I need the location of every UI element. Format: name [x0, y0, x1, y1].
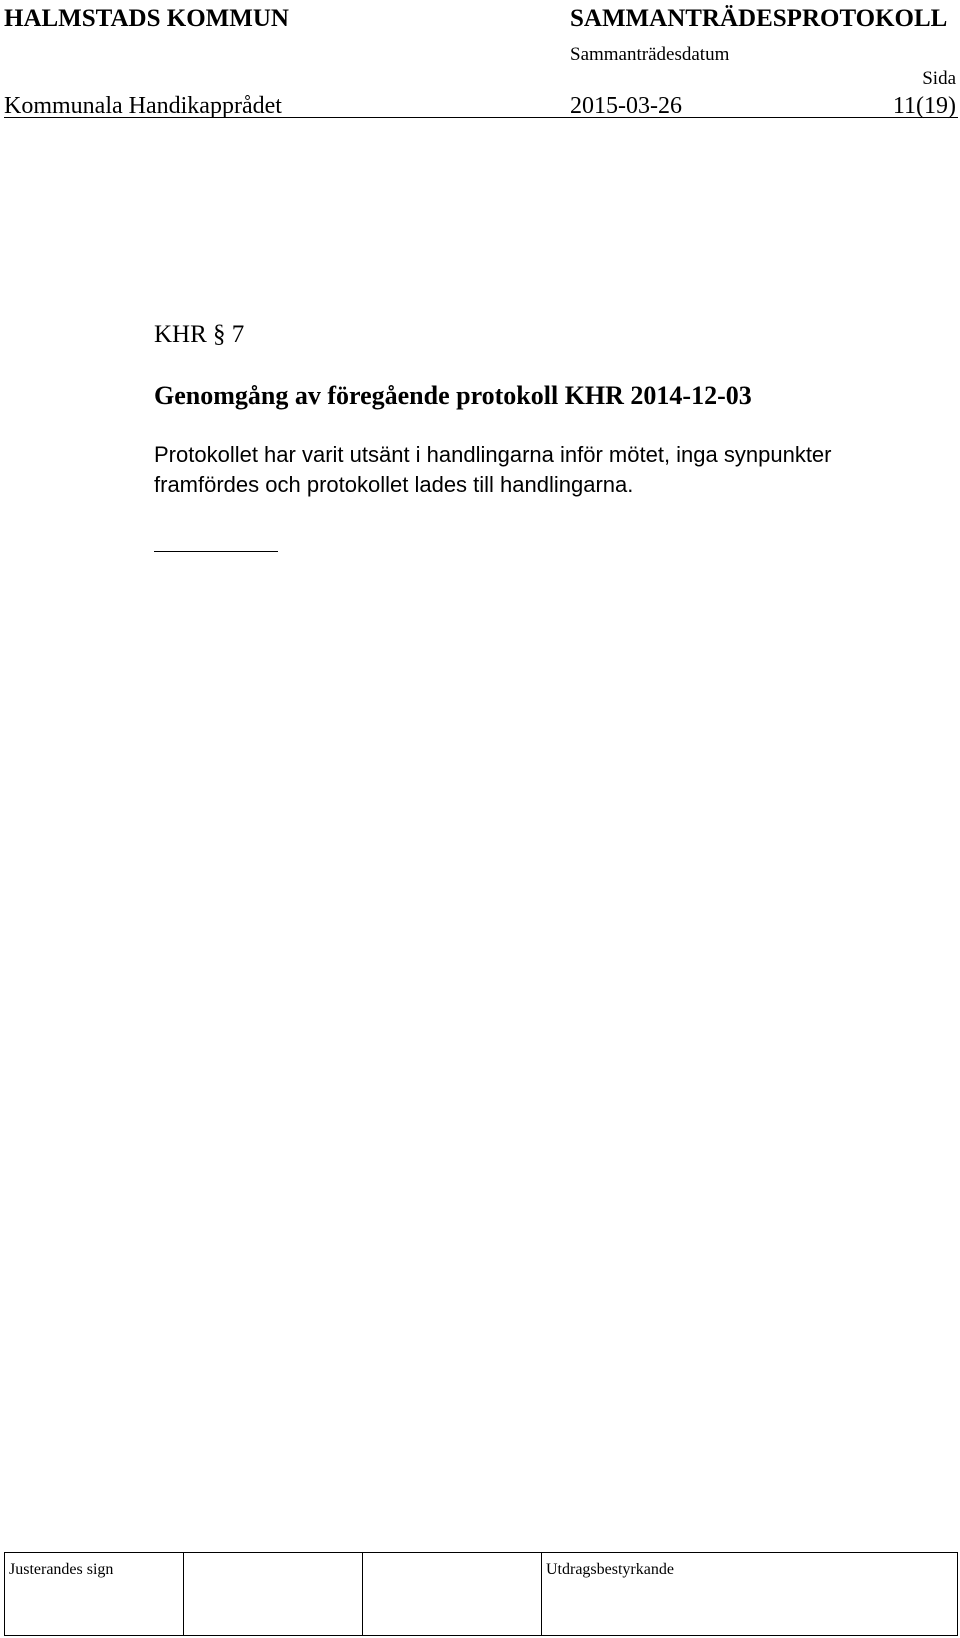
section-number: KHR § 7	[154, 321, 245, 348]
section-paragraph: Protokollet har varit utsänt i handlingarna inför mötet, inga synpunkter framfördes och protokollet lades till handlingarna.	[154, 442, 832, 497]
meeting-date: 2015-03-26	[570, 93, 682, 119]
document-type: SAMMANTRÄDESPROTOKOLL	[570, 5, 948, 32]
page-label: Sida	[922, 68, 956, 89]
organization-name: HALMSTADS KOMMUN	[4, 5, 289, 32]
section-end-rule	[154, 551, 278, 552]
signature-table	[4, 1552, 958, 1636]
extract-cell	[542, 1553, 957, 1635]
section-title: Genomgång av föregående protokoll KHR 2014-12-03	[154, 381, 752, 410]
committee-name: Kommunala Handikapprådet	[4, 93, 282, 119]
extract-label: Utdragsbestyrkande	[546, 1561, 674, 1578]
signer-cell	[5, 1553, 184, 1635]
date-label: Sammanträdesdatum	[570, 44, 730, 65]
signature-cell-2	[363, 1553, 542, 1635]
header-divider	[4, 117, 958, 118]
signature-cell-1	[184, 1553, 363, 1635]
signer-label: Justerandes sign	[9, 1561, 114, 1578]
page-number: 11(19)	[892, 93, 956, 119]
